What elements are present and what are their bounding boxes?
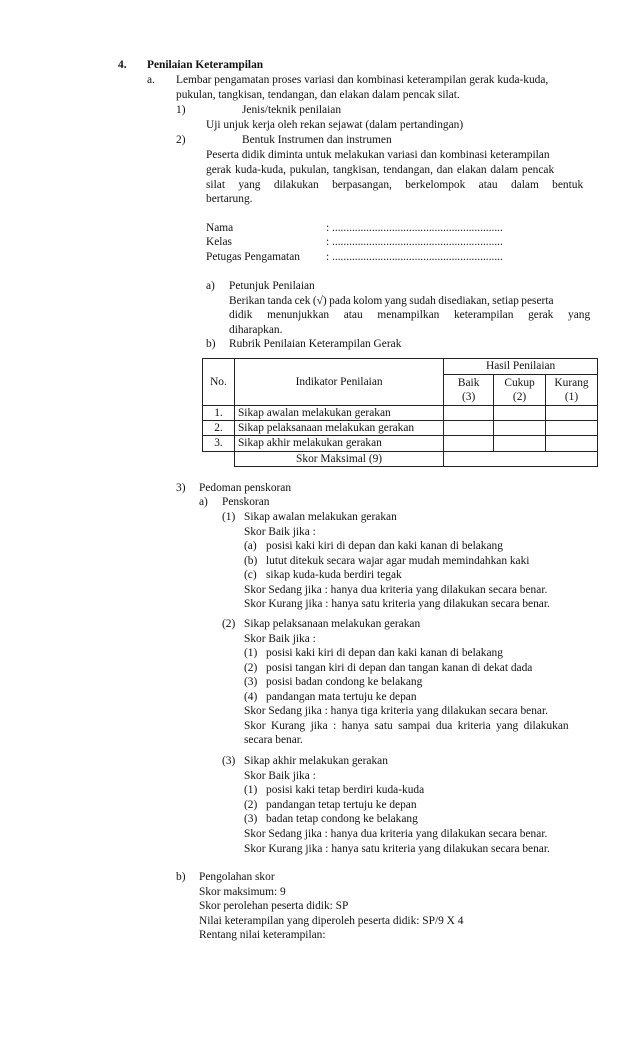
skor-maksimal-label: Skor Maksimal (9): [234, 451, 443, 466]
section-title: Penilaian Keterampilan: [147, 59, 264, 71]
c1-title: Sikap awalan melakukan gerakan: [244, 511, 397, 523]
c3-item-marker: (3): [244, 813, 258, 825]
row-no: 2.: [203, 421, 235, 436]
item1-marker: 1): [176, 104, 186, 116]
c3-marker: (3): [222, 755, 236, 767]
c2-item-marker: (4): [244, 691, 258, 703]
section-number: 4.: [118, 59, 127, 71]
score-cell[interactable]: [494, 436, 546, 451]
c2-sedang: Skor Sedang jika : hanya tiga kriteria yang dilakukan secara benar.: [244, 705, 548, 717]
table-row: [203, 421, 598, 436]
kelas-value: : ............................................................: [326, 236, 503, 248]
penskoran-title: Penskoran: [222, 496, 270, 508]
penskoran-marker: a): [199, 496, 208, 508]
c1-item-text: sikap kuda-kuda berdiri tegak: [266, 569, 402, 581]
score-cell[interactable]: [546, 436, 598, 451]
item2-line4: bertarung.: [206, 193, 253, 205]
col-hasil-header: Hasil Penilaian: [444, 359, 598, 375]
item2-marker: 2): [176, 134, 186, 146]
c2-kurang2: secara benar.: [244, 734, 303, 746]
item-a-marker: a.: [147, 74, 155, 86]
c1-sedang: Skor Sedang jika : hanya dua kriteria yang dilakukan secara benar.: [244, 584, 548, 596]
score-cell[interactable]: [444, 406, 494, 421]
petugas-label: Petugas Pengamatan: [206, 251, 300, 263]
c2-item-text: posisi kaki kiri di depan dan kaki kanan di belakang: [266, 647, 503, 659]
c3-item-text: badan tetap condong ke belakang: [266, 813, 418, 825]
pengolahan-line: Rentang nilai keterampilan:: [199, 929, 326, 941]
c2-item-text: pandangan mata tertuju ke depan: [266, 691, 417, 703]
item2-line3: silat yang dilakukan berpasangan, berkelompok atau dalam bentuk: [206, 179, 584, 191]
col-no-header: No.: [203, 359, 235, 406]
pedoman-title: Pedoman penskoran: [199, 482, 292, 494]
c3-sedang: Skor Sedang jika : hanya dua kriteria yang dilakukan secara benar.: [244, 828, 548, 840]
kelas-label: Kelas: [206, 236, 232, 248]
c3-title: Sikap akhir melakukan gerakan: [244, 755, 388, 767]
score-cell[interactable]: [546, 406, 598, 421]
pengolahan-marker: b): [176, 871, 186, 883]
petugas-value: : ............................................................: [326, 251, 503, 263]
nama-label: Nama: [206, 222, 234, 234]
pengolahan-line: Skor perolehan peserta didik: SP: [199, 900, 349, 912]
item-a-line1: Lembar pengamatan proses variasi dan kombinasi keterampilan gerak kuda-kuda,: [176, 74, 549, 86]
c1-item-marker: (b): [244, 555, 258, 567]
score-cell[interactable]: [546, 421, 598, 436]
pengolahan-title: Pengolahan skor: [199, 871, 275, 883]
petunjuk-line3: diharapkan.: [229, 324, 283, 336]
c1-kurang: Skor Kurang jika : hanya satu kriteria yang dilakukan secara benar.: [244, 598, 550, 610]
row-indikator: Sikap akhir melakukan gerakan: [234, 436, 443, 451]
petunjuk-title: Petunjuk Penilaian: [229, 280, 315, 292]
item1-title: Jenis/teknik penilaian: [242, 104, 342, 116]
c2-item-marker: (2): [244, 662, 258, 674]
petunjuk-marker: a): [206, 280, 215, 292]
petunjuk-line2: didik menunjukkan atau menampilkan keterampilan gerak yang: [229, 309, 591, 321]
table-row: [203, 436, 598, 451]
c3-item-text: pandangan tetap tertuju ke depan: [266, 799, 417, 811]
c3-baik: Skor Baik jika :: [244, 770, 316, 782]
score-cukup-header: Cukup (2): [494, 375, 546, 406]
score-kurang-header: Kurang (1): [546, 375, 598, 406]
c3-item-text: posisi kaki tetap berdiri kuda-kuda: [266, 784, 425, 796]
score-cell[interactable]: [444, 421, 494, 436]
row-indikator: Sikap awalan melakukan gerakan: [234, 406, 443, 421]
rubrik-title: Rubrik Penilaian Keterampilan Gerak: [229, 338, 402, 350]
c2-item-marker: (3): [244, 676, 258, 688]
pengolahan-line: Skor maksimum: 9: [199, 886, 286, 898]
c2-item-text: posisi badan condong ke belakang: [266, 676, 423, 688]
table-row: [203, 406, 598, 421]
row-no: 1.: [203, 406, 235, 421]
c3-item-marker: (2): [244, 799, 258, 811]
item-a-line2: pukulan, tangkisan, tendangan, dan elakan dalam pencak silat.: [176, 89, 460, 101]
pedoman-marker: 3): [176, 482, 186, 494]
c1-item-text: posisi kaki kiri di depan dan kaki kanan di belakang: [266, 540, 503, 552]
c1-item-marker: (c): [244, 569, 257, 581]
c1-item-marker: (a): [244, 540, 257, 552]
score-cell[interactable]: [494, 421, 546, 436]
row-no: 3.: [203, 436, 235, 451]
petunjuk-line1: Berikan tanda cek (√) pada kolom yang sudah disediakan, setiap peserta: [229, 295, 554, 307]
rubrik-marker: b): [206, 338, 216, 350]
c2-kurang1: Skor Kurang jika : hanya satu sampai dua kriteria yang dilakukan: [244, 720, 569, 732]
score-cell[interactable]: [494, 406, 546, 421]
c3-kurang: Skor Kurang jika : hanya satu kriteria yang dilakukan secara benar.: [244, 843, 550, 855]
score-cell[interactable]: [444, 436, 494, 451]
item2-line1: Peserta didik diminta untuk melakukan variasi dan kombinasi keterampilan: [206, 149, 550, 161]
row-indikator: Sikap pelaksanaan melakukan gerakan: [234, 421, 443, 436]
item2-line2: gerak kuda-kuda, pukulan, tangkisan, tendangan, dan elakan dalam pencak: [206, 164, 555, 176]
c2-baik: Skor Baik jika :: [244, 633, 316, 645]
item2-title: Bentuk Instrumen dan instrumen: [242, 134, 392, 146]
c2-title: Sikap pelaksanaan melakukan gerakan: [244, 618, 421, 630]
c2-item-marker: (1): [244, 647, 258, 659]
c2-marker: (2): [222, 618, 236, 630]
skor-maksimal-cell[interactable]: [444, 451, 598, 466]
c3-item-marker: (1): [244, 784, 258, 796]
score-baik-header: Baik (3): [444, 375, 494, 406]
item1-text: Uji unjuk kerja oleh rekan sejawat (dalam pertandingan): [206, 119, 464, 131]
c1-item-text: lutut ditekuk secara wajar agar mudah memindahkan kaki: [266, 555, 530, 567]
rubric-table: [202, 358, 598, 467]
col-indikator-header: Indikator Penilaian: [234, 359, 443, 406]
c1-baik: Skor Baik jika :: [244, 526, 316, 538]
nama-value: : ............................................................: [326, 222, 503, 234]
c1-marker: (1): [222, 511, 236, 523]
c2-item-text: posisi tangan kiri di depan dan tangan kanan di dekat dada: [266, 662, 533, 674]
pengolahan-line: Nilai keterampilan yang diperoleh peserta didik: SP/9 X 4: [199, 915, 464, 927]
